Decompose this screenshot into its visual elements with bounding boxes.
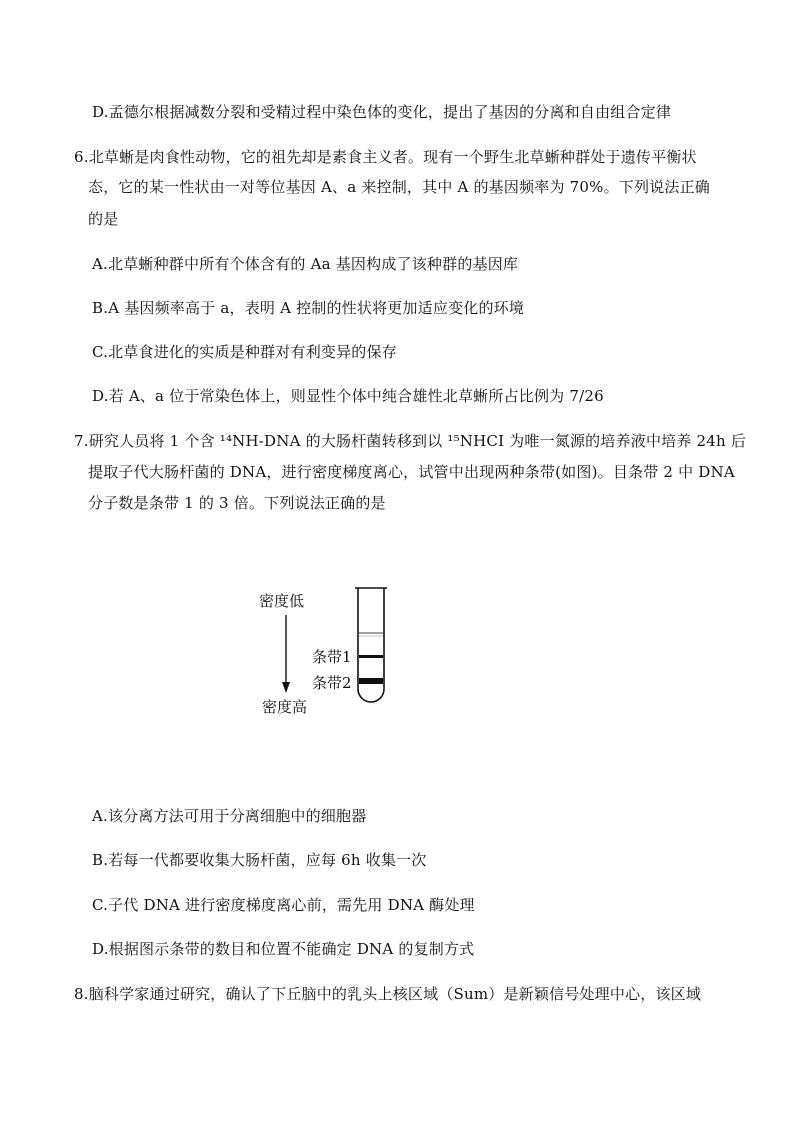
q6-stem-line-2: 态，它的某一性状由一对等位基因 A、a 来控制，其中 A 的基因频率为 70%。下列说法正确 (88, 178, 710, 196)
q6-option-c: C.北草食进化的实质是种群对有利变异的保存 (92, 343, 397, 361)
q6-option-b: B.A 基因频率高于 a，表明 A 控制的性状将更加适应变化的环境 (92, 299, 525, 317)
q7-stem-line-1: 7.研究人员将 1 个含 ¹⁴NH-DNA 的大肠杆菌转移到以 ¹⁵NHCI 为唯一氮源的培养液中培养 24h 后 (74, 432, 747, 450)
q8-stem-line-1: 8.脑科学家通过研究，确认了下丘脑中的乳头上核区域（Sum）是新颖信号处理中心，该区域 (74, 985, 702, 1003)
test-tube (358, 588, 384, 702)
low-density-label: 密度低 (259, 592, 305, 610)
q6-option-d: D.若 A、a 位于常染色体上，则显性个体中纯合雄性北草蜥所占比例为 7/26 (92, 387, 604, 405)
centrifuge-figure (250, 585, 400, 725)
band-1 (359, 655, 383, 658)
q6-stem-line-3: 的是 (88, 210, 119, 228)
figure-graphics (250, 585, 400, 725)
high-density-label: 密度高 (262, 698, 308, 716)
q7-stem-line-3: 分子数是条带 1 的 3 倍。下列说法正确的是 (88, 494, 386, 512)
q7-stem-line-2: 提取子代大肠杆菌的 DNA，进行密度梯度离心，试管中出现两种条带(如图)。目条带 2 中 DNA (88, 463, 735, 481)
q5-option-d: D.孟德尔根据减数分裂和受精过程中染色体的变化，提出了基因的分离和自由组合定律 (92, 103, 672, 121)
q7-option-d: D.根据图示条带的数目和位置不能确定 DNA 的复制方式 (92, 940, 475, 958)
band-2-label: 条带2 (312, 674, 352, 692)
q6-stem-line-1: 6.北草蜥是肉食性动物，它的祖先却是素食主义者。现有一个野生北草蜥种群处于遗传平衡状 (74, 148, 697, 166)
q6-option-a: A.北草蜥种群中所有个体含有的 Aa 基因构成了该种群的基因库 (92, 255, 519, 273)
q7-option-a: A.该分离方法可用于分离细胞中的细胞器 (92, 807, 367, 825)
band-2 (359, 678, 383, 684)
q7-option-c: C.子代 DNA 进行密度梯度离心前，需先用 DNA 酶处理 (92, 896, 475, 914)
band-1-label: 条带1 (312, 648, 352, 666)
density-arrow-head (282, 682, 290, 693)
q7-option-b: B.若每一代都要收集大肠杆菌，应每 6h 收集一次 (92, 851, 427, 869)
